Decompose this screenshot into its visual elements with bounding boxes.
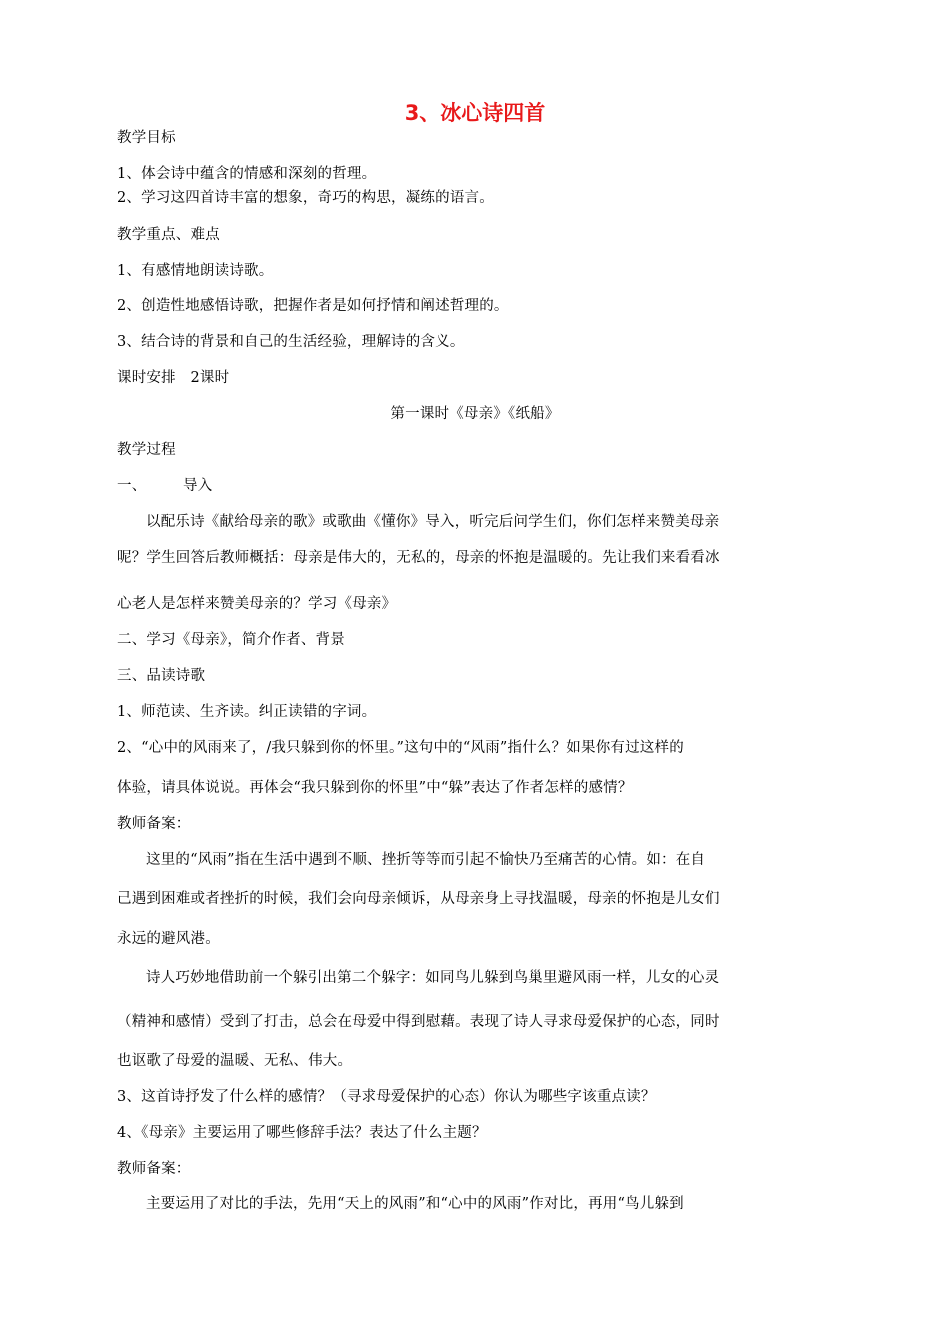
intro-paragraph-line-3: 心老人是怎样来赞美母亲的？学习《母亲》: [117, 596, 397, 612]
key-points-heading: 教学重点、难点: [117, 227, 220, 243]
question-2-line-2: 体验，请具体说说。再体会“我只躲到你的怀里”中“躲”表达了作者怎样的感情？: [117, 780, 633, 796]
answer-3-line-1: 主要运用了对比的手法，先用“天上的风雨”和“心中的风雨”作对比，再用“鸟儿躲到: [146, 1196, 684, 1212]
class-schedule: 课时安排 2课时: [117, 370, 230, 386]
document-title: 3、冰心诗四首: [404, 101, 546, 125]
intro-paragraph-line-2: 呢？学生回答后教师概括：母亲是伟大的，无私的，母亲的怀抱是温暖的。先让我们来看看冰: [117, 550, 720, 566]
teacher-notes-heading: 教师备案：: [117, 816, 191, 832]
objective-1: 1、体会诗中蕴含的情感和深刻的哲理。: [117, 166, 377, 182]
answer-2-line-3: 也讴歌了母爱的温暖、无私、伟大。: [117, 1053, 353, 1069]
process-heading: 教学过程: [117, 442, 176, 458]
lesson-title: 第一课时《母亲》《纸船》: [390, 406, 560, 422]
teacher-notes-heading-2: 教师备案：: [117, 1161, 191, 1177]
step-2-heading: 二、学习《母亲》，简介作者、背景: [117, 632, 345, 648]
answer-1-line-3: 永远的避风港。: [117, 931, 220, 947]
question-2-line-1: 2、“心中的风雨来了，/我只躲到你的怀里。”这句中的“风雨”指什么？如果你有过这样的: [117, 740, 684, 756]
step-1-number: 一、: [117, 478, 147, 494]
step-3-heading: 三、品读诗歌: [117, 668, 206, 684]
key-point-3: 3、结合诗的背景和自己的生活经验，理解诗的含义。: [117, 334, 465, 350]
question-3: 3、这首诗抒发了什么样的感情？（寻求母爱保护的心态）你认为哪些字该重点读？: [117, 1089, 656, 1105]
answer-2-line-2: （精神和感情）受到了打击，总会在母爱中得到慰藉。表现了诗人寻求母爱保护的心态，同时: [117, 1014, 720, 1030]
question-4: 4、《母亲》主要运用了哪些修辞手法？表达了什么主题？: [117, 1125, 487, 1141]
answer-1-line-1: 这里的“风雨”指在生活中遇到不顺、挫折等等而引起不愉快乃至痛苦的心情。如：在自: [146, 852, 706, 868]
step-1-label: 导入: [183, 478, 213, 494]
answer-1-line-2: 己遇到困难或者挫折的时候，我们会向母亲倾诉，从母亲身上寻找温暖，母亲的怀抱是儿女们: [117, 891, 720, 907]
answer-2-line-1: 诗人巧妙地借助前一个躲引出第二个躲字：如同鸟儿躲到鸟巢里避风雨一样，儿女的心灵: [146, 970, 720, 986]
key-point-1: 1、有感情地朗读诗歌。: [117, 263, 274, 279]
step-1-heading: [117, 476, 817, 496]
objective-2: 2、学习这四首诗丰富的想象，奇巧的构思，凝练的语言。: [117, 190, 494, 206]
intro-paragraph-line-1: 以配乐诗《献给母亲的歌》或歌曲《懂你》导入，听完后问学生们，你们怎样来赞美母亲: [146, 514, 720, 530]
question-1: 1、师范读、生齐读。纠正读错的字词。: [117, 704, 377, 720]
objectives-heading: 教学目标: [117, 130, 176, 146]
key-point-2: 2、创造性地感悟诗歌，把握作者是如何抒情和阐述哲理的。: [117, 298, 509, 314]
